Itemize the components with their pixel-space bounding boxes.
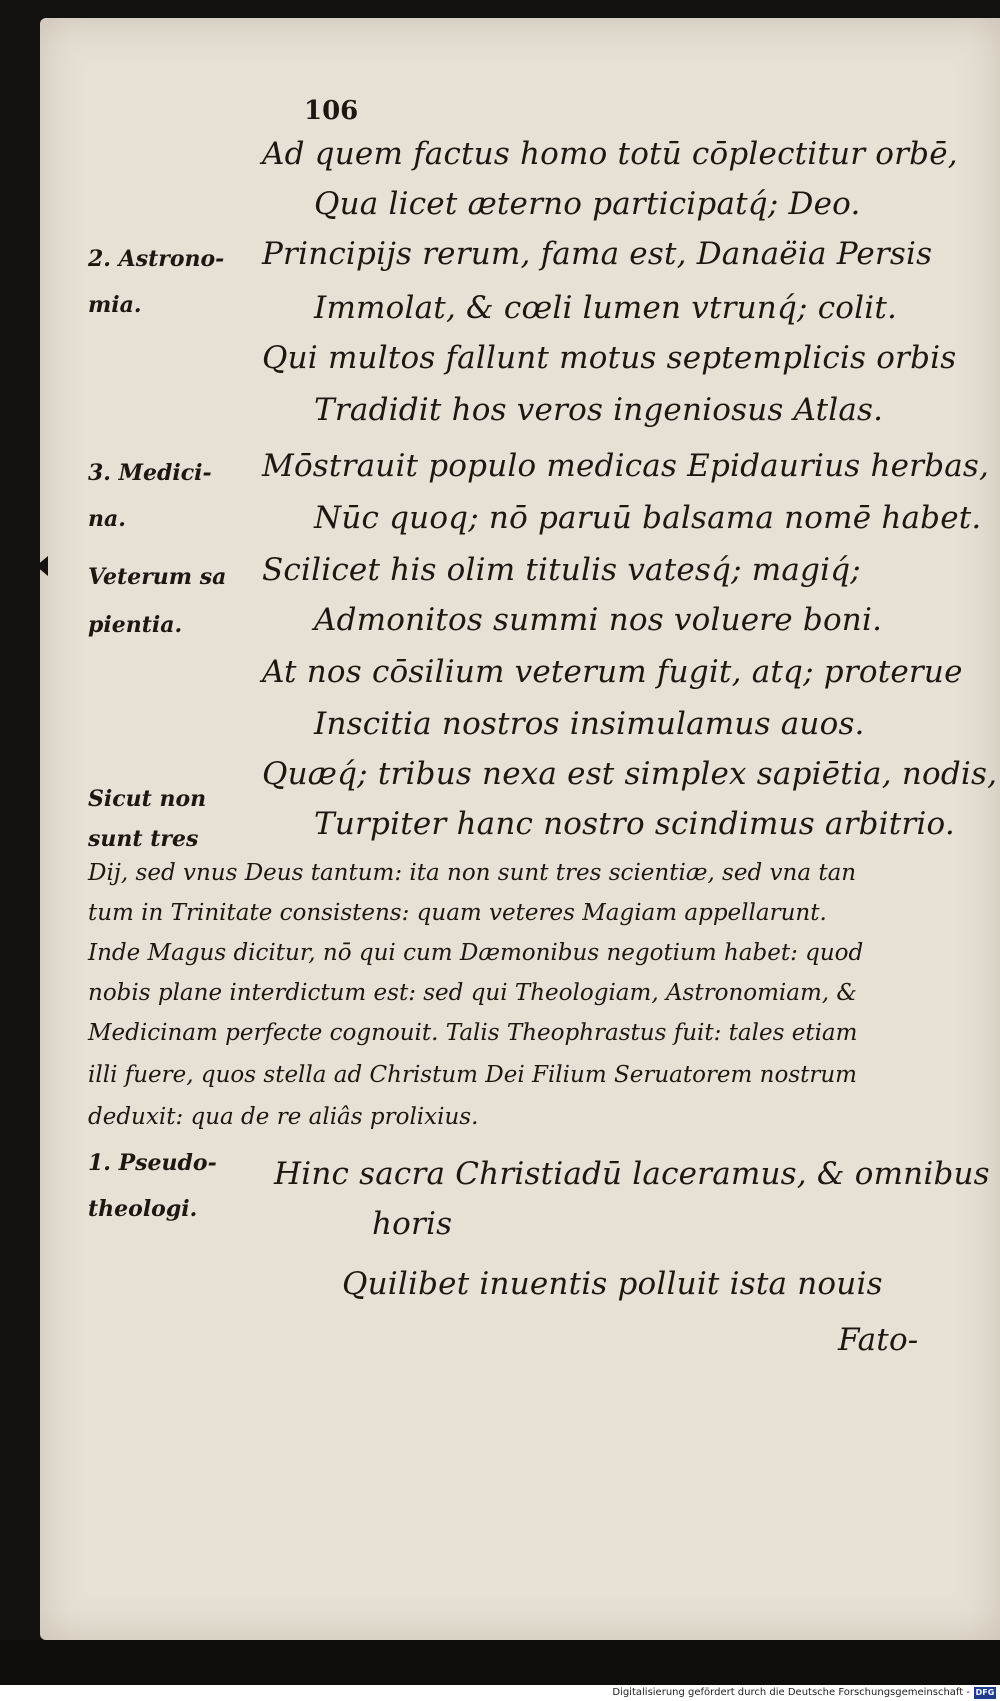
verse-line: Quæq́; tribus nexa est simplex sapiētia, nodis, (262, 756, 998, 792)
margin-note: theologi. (88, 1196, 198, 1222)
margin-note: 1. Pseudo- (88, 1150, 217, 1176)
margin-note: na. (88, 506, 126, 532)
margin-note: Sicut non (88, 786, 207, 812)
verse-line: At nos cōsilium veterum fugit, atq; proterue (262, 654, 963, 690)
margin-note: Veterum sa (88, 564, 227, 590)
verse-line: Qui multos fallunt motus septemplicis orbis (262, 340, 957, 376)
prose-line: nobis plane interdictum est: sed qui Theologiam, Astronomiam, & (88, 980, 857, 1006)
prose-line: tum in Trinitate consistens: quam veteres Magiam appellarunt. (88, 900, 827, 926)
prose-line: deduxit: qua de re aliâs prolixius. (88, 1104, 479, 1130)
scan-background (0, 1640, 1000, 1685)
verse-line: Ad quem factus homo totū cōplectitur orbē, (262, 136, 958, 172)
prose-line: Inde Magus dicitur, nō qui cum Dæmonibus negotium habet: quod (88, 940, 864, 966)
digitization-footer (0, 1685, 1000, 1701)
page-number: 106 (304, 96, 359, 126)
verse-line: horis (372, 1206, 453, 1242)
catchword: Fato- (838, 1322, 919, 1358)
verse-line: Mōstrauit populo medicas Epidaurius herbas, (262, 448, 990, 484)
verse-line: Principijs rerum, fama est, Danaëia Persis (262, 236, 933, 272)
verse-line: Qua licet æterno participatq́; Deo. (314, 186, 861, 222)
prose-line: Dij, sed vnus Deus tantum: ita non sunt tres scientiæ, sed vna tan (88, 860, 857, 886)
verse-line: Immolat, & cœli lumen vtrunq́; colit. (314, 290, 898, 326)
margin-note: pientia. (88, 612, 183, 638)
page-edge-marker (36, 556, 48, 576)
verse-line: Turpiter hanc nostro scindimus arbitrio. (314, 806, 955, 842)
prose-line: Medicinam perfecte cognouit. Talis Theophrastus fuit: tales etiam (88, 1020, 858, 1046)
dfg-logo: DFG (975, 1688, 995, 1697)
footer-credit: Digitalisierung gefördert durch die Deutsche Forschungsgemeinschaft - (612, 1687, 970, 1698)
verse-line: Admonitos summi nos voluere boni. (314, 602, 883, 638)
verse-line: Hinc sacra Christiadū laceramus, & omnibus (274, 1156, 990, 1192)
verse-line: Tradidit hos veros ingeniosus Atlas. (314, 392, 884, 428)
verse-line: Inscitia nostros insimulamus auos. (314, 706, 865, 742)
verse-line: Scilicet his olim titulis vatesq́; magiq́; (262, 552, 861, 588)
margin-note: mia. (88, 292, 142, 318)
prose-line: illi fuere, quos stella ad Christum Dei Filium Seruatorem nostrum (88, 1062, 857, 1088)
verse-line: Quilibet inuentis polluit ista nouis (342, 1266, 883, 1302)
margin-note: sunt tres (88, 826, 199, 852)
margin-note: 2. Astrono- (88, 246, 225, 272)
verse-line: Nūc quoq; nō paruū balsama nomē habet. (314, 500, 982, 536)
margin-note: 3. Medici- (88, 460, 212, 486)
